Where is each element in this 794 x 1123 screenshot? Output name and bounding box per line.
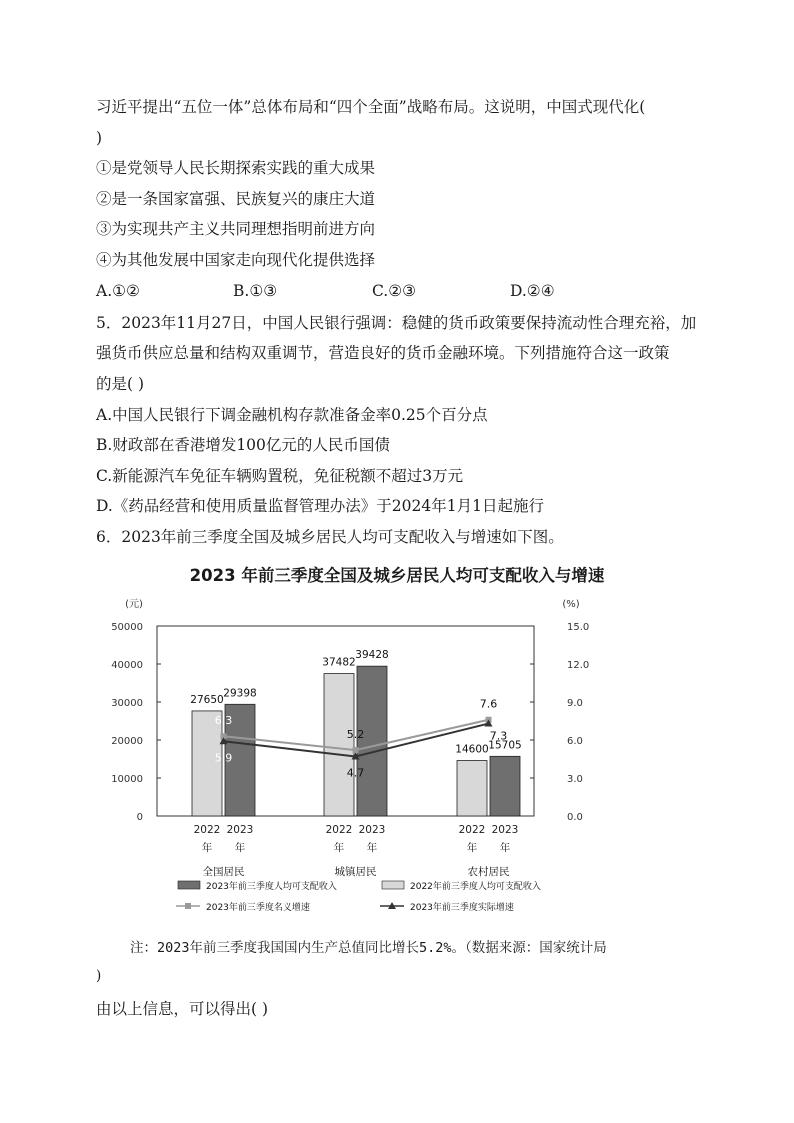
bar-value-label: 14600	[455, 743, 489, 756]
chart-note: 注：2023年前三季度我国国内生产总值同比增长5.2%。（数据来源：国家统计局	[130, 940, 607, 956]
chart-title: 2023 年前三季度全国及城乡居民人均可支配收入与增速	[189, 566, 605, 585]
x-year-label: 2023	[491, 824, 519, 836]
legend-marker	[185, 903, 191, 909]
q5-option-a[interactable]: A.中国人民银行下调金融机构存款准备金率0.25个百分点	[96, 406, 488, 424]
q4-item-3: ③为实现共产主义共同理想指明前进方向	[96, 220, 376, 238]
legend-label: 2023年前三季度名义增速	[206, 903, 310, 913]
q5-stem-line3: 的是( )	[96, 375, 145, 393]
q5-stem-line2: 强货币供应总量和结构双重调节，营造良好的货币金融环境。下列措施符合这一政策	[96, 344, 670, 362]
y-right-tick-label: 9.0	[567, 698, 583, 709]
x-year-suffix: 年	[333, 842, 345, 854]
chart-note-end: )	[96, 968, 102, 984]
nominal-growth-point	[353, 747, 359, 753]
q5-option-c[interactable]: C.新能源汽车免征车辆购置税，免征税额不超过3万元	[96, 467, 464, 485]
bar-value-label: 27650	[190, 693, 224, 706]
y-right-unit: (%)	[562, 599, 580, 610]
bar-农村居民-2022	[457, 761, 487, 816]
q4-option-d[interactable]: D.②④	[510, 282, 555, 300]
x-category-label: 全国居民	[202, 866, 245, 878]
q4-stem-line1: 习近平提出“五位一体”总体布局和“四个全面”战略布局。这说明，中国式现代化(	[96, 98, 646, 116]
q4-item-1: ①是党领导人民长期探索实践的重大成果	[96, 159, 376, 177]
q5-option-d[interactable]: D.《药品经营和使用质量监督管理办法》于2024年1月1日起施行	[96, 497, 544, 515]
y-right-tick-label: 12.0	[567, 660, 590, 671]
y-right-tick-label: 3.0	[567, 774, 583, 785]
x-year-label: 2022	[193, 824, 221, 836]
legend-label: 2023年前三季度实际增速	[410, 903, 514, 913]
y-right-tick-label: 0.0	[567, 812, 583, 823]
q6-question: 由以上信息，可以得出( )	[96, 1000, 269, 1018]
growth-value-label: 4.7	[346, 766, 365, 780]
q4-stem-line2: )	[96, 129, 103, 147]
y-left-tick-label: 30000	[111, 698, 143, 709]
x-year-suffix: 年	[201, 842, 213, 854]
growth-value-label: 5.2	[346, 728, 365, 742]
x-category-label: 农村居民	[467, 866, 510, 878]
bar-value-label: 29398	[223, 687, 257, 700]
x-year-suffix: 年	[234, 842, 246, 854]
growth-value-label: 5.9	[214, 751, 233, 765]
bar-value-label: 37482	[322, 656, 356, 669]
bar-城镇居民-2022	[324, 674, 354, 816]
q6-intro: 6．2023年前三季度全国及城乡居民人均可支配收入与增速如下图。	[96, 528, 564, 546]
y-right-tick-label: 15.0	[567, 622, 590, 633]
q4-item-2: ②是一条国家富强、民族复兴的康庄大道	[96, 190, 376, 208]
x-year-label: 2023	[358, 824, 386, 836]
x-year-suffix: 年	[466, 842, 478, 854]
q5-stem-line1: 5．2023年11月27日，中国人民银行强调：稳健的货币政策要保持流动性合理充裕，加	[96, 314, 697, 332]
x-year-label: 2022	[325, 824, 353, 836]
q4-option-c[interactable]: C.②③	[372, 282, 417, 300]
y-left-tick-label: 20000	[111, 736, 143, 747]
x-year-suffix: 年	[366, 842, 378, 854]
y-left-tick-label: 40000	[111, 660, 143, 671]
bar-农村居民-2023	[490, 756, 520, 816]
y-left-tick-label: 50000	[111, 622, 143, 633]
legend-label: 2023年前三季度人均可支配收入	[206, 882, 337, 892]
y-right-tick-label: 6.0	[567, 736, 583, 747]
q4-option-b[interactable]: B.①③	[233, 282, 278, 300]
growth-value-label: 7.3	[489, 729, 508, 743]
x-year-suffix: 年	[499, 842, 511, 854]
legend-swatch	[382, 881, 404, 889]
legend-label: 2022年前三季度人均可支配收入	[410, 882, 541, 892]
growth-value-label: 6.3	[214, 714, 233, 728]
x-category-label: 城镇居民	[334, 866, 377, 878]
legend-swatch	[178, 881, 200, 889]
bar-value-label: 15705	[488, 739, 522, 752]
bar-value-label: 39428	[355, 649, 389, 662]
q5-option-b[interactable]: B.财政部在香港增发100亿元的人民币国债	[96, 436, 390, 454]
q4-item-4: ④为其他发展中国家走向现代化提供选择	[96, 251, 376, 269]
y-left-tick-label: 10000	[111, 774, 143, 785]
x-year-label: 2022	[458, 824, 486, 836]
q4-option-a[interactable]: A.①②	[96, 282, 140, 300]
y-left-tick-label: 0	[136, 812, 143, 823]
x-year-label: 2023	[226, 824, 254, 836]
y-left-unit: (元)	[125, 599, 143, 610]
growth-value-label: 7.6	[479, 697, 498, 711]
